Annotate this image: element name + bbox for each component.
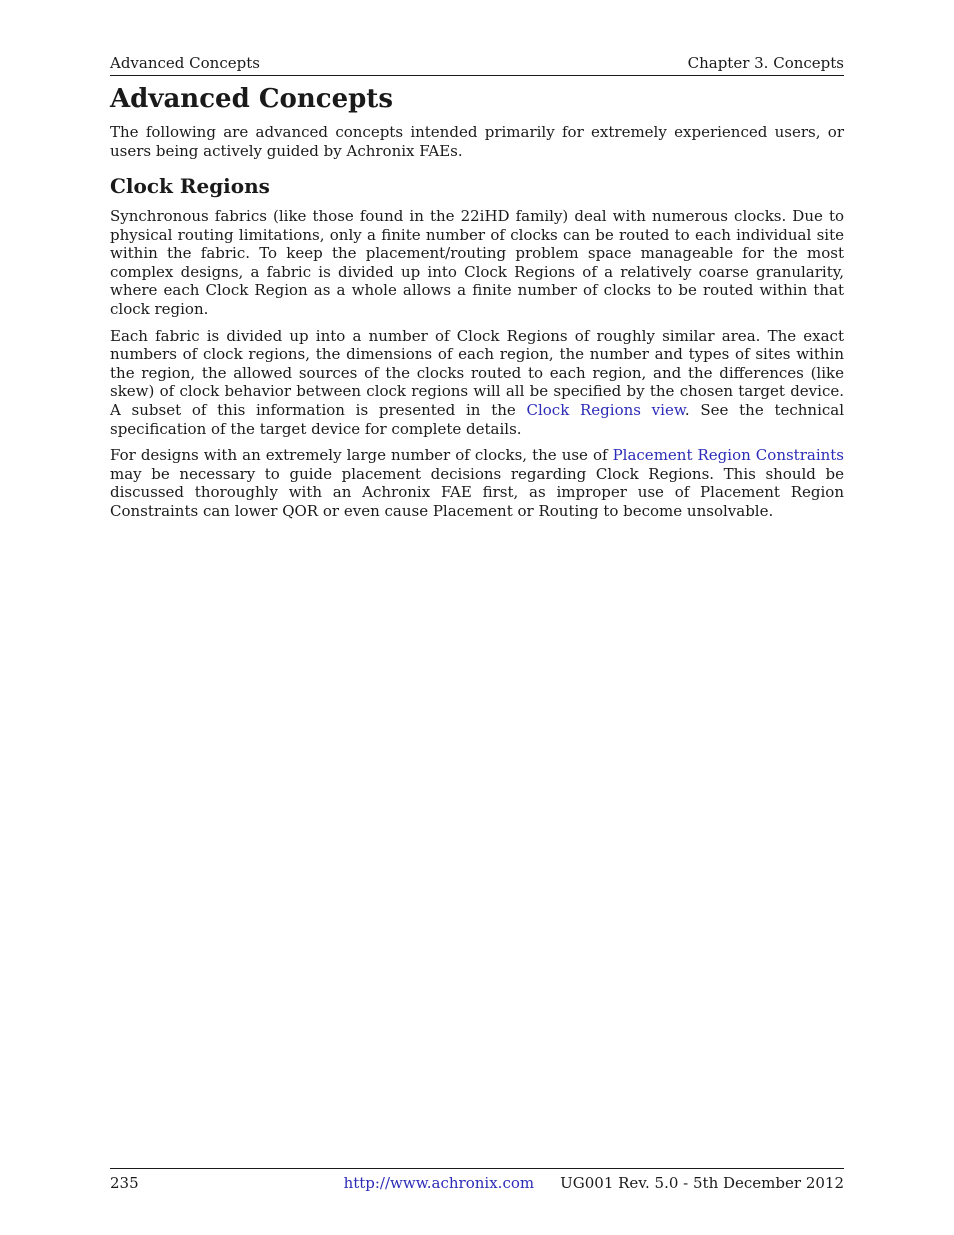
paragraph-3-text-before: For designs with an extremely large number of clocks, the use of: [110, 446, 613, 465]
clock-regions-view-link[interactable]: Clock Regions view: [526, 400, 685, 419]
running-header: [110, 54, 844, 76]
header-chapter-title: Chapter 3. Concepts: [687, 54, 844, 72]
footer-right: [344, 1174, 844, 1192]
header-section-title: Advanced Concepts: [110, 54, 260, 72]
section-heading: Clock Regions: [110, 174, 270, 198]
page-title: Advanced Concepts: [110, 84, 393, 114]
document-page: [110, 0, 844, 1235]
achronix-url-link[interactable]: http://www.achronix.com: [343, 1174, 535, 1192]
document-id: UG001 Rev. 5.0 - 5th December 2012: [560, 1174, 844, 1192]
paragraph-1: Synchronous fabrics (like those found in the 22iHD family) deal with numerous clocks. Due to physical routing limitations, only a finite number of clocks can be routed to each individual site within the fabric. To keep the placement/routing problem space manageable for the most complex designs, a fabric is divided up into Clock Regions of a relatively coarse granularity, where each Clock Region as a whole allows a finite number of clocks to be routed within that clock region.: [110, 207, 844, 318]
intro-paragraph: The following are advanced concepts intended primarily for extremely experienced users, or users being actively guided by Achronix FAEs.: [110, 123, 844, 160]
paragraph-3-text-after: may be necessary to guide placement decisions regarding Clock Regions. This should be discussed thoroughly with an Achronix FAE first, as improper use of Placement Region Constraints can lower QOR or even cause Placement or Routing to become unsolvable.: [110, 464, 844, 520]
section-body: [110, 207, 844, 529]
paragraph-2-text-after: . See the technical specification of the target device for complete details.: [110, 400, 845, 438]
paragraph-3: [110, 446, 844, 520]
intro-block: [110, 123, 844, 168]
paragraph-2-text-before: Each fabric is divided up into a number of Clock Regions of roughly similar area. The exact numbers of clock regions, the dimensions of each region, the number and types of sites within the region, the allowed sources of the clocks routed to each region, and the differences (like skew) of clock behavior between clock regions will all be specified by the chosen target device. A subset of this information is presented in the: [110, 326, 844, 419]
placement-region-constraints-link[interactable]: Placement Region Constraints: [612, 446, 844, 465]
paragraph-2: [110, 327, 844, 439]
page-footer: [110, 1168, 844, 1192]
page-number: 235: [110, 1174, 139, 1192]
